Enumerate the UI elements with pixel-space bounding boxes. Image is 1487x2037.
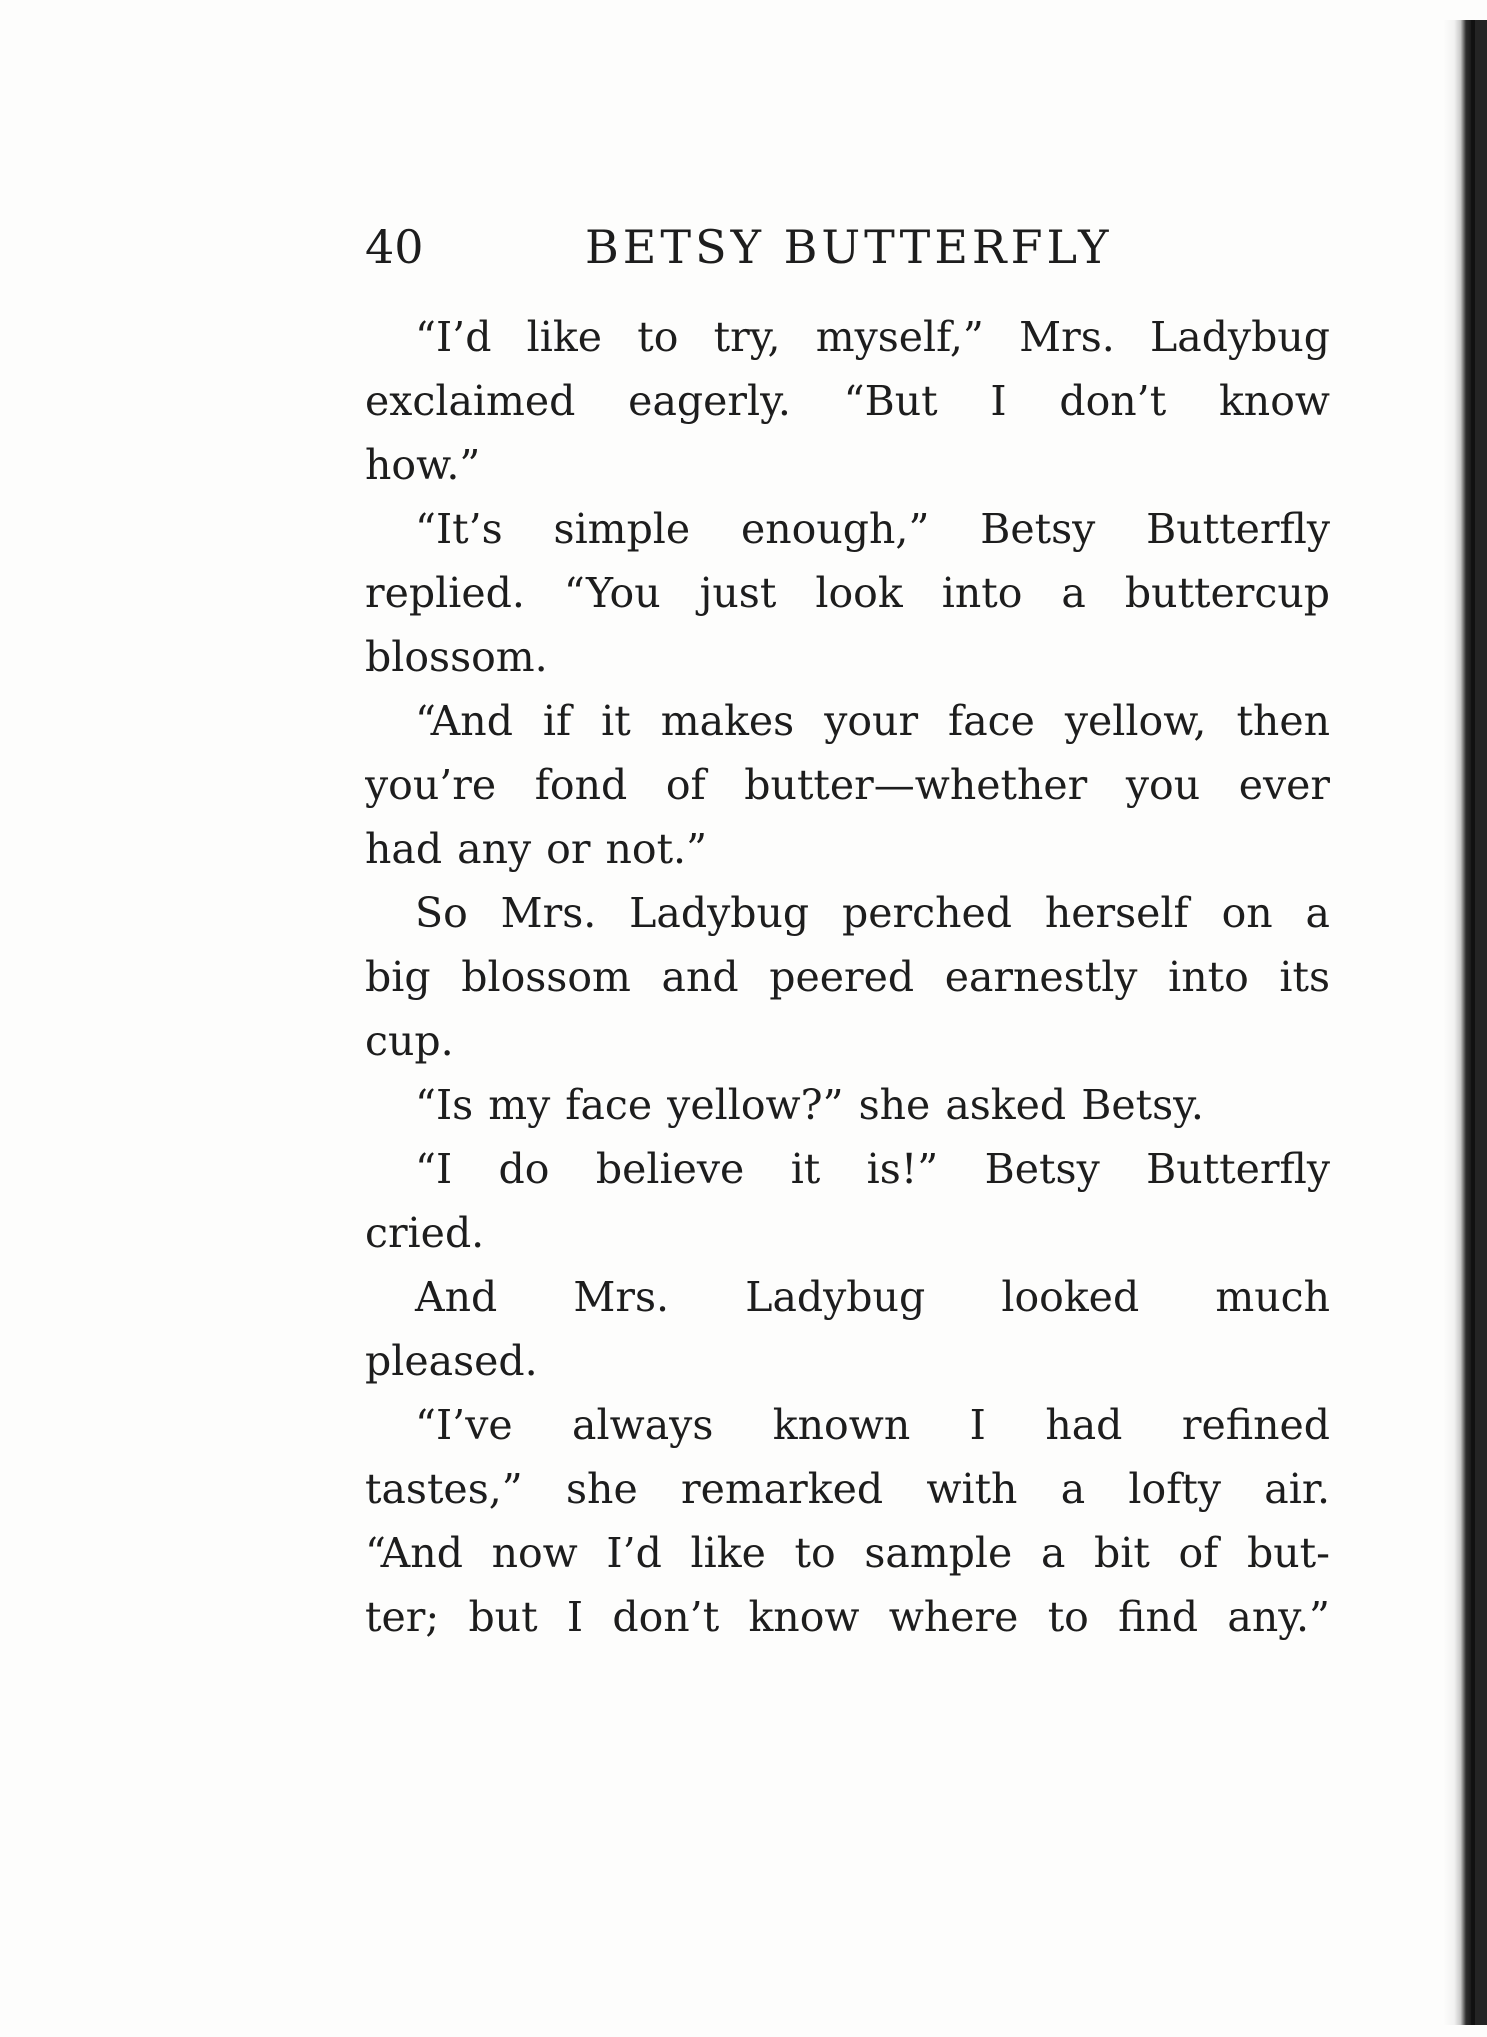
paragraph-line: how.”: [365, 441, 481, 489]
paragraph-line: “Is my face yellow?” she asked Betsy.: [415, 1081, 1204, 1129]
paragraph-1-end: [365, 433, 1330, 497]
paragraph-line: And Mrs. Ladybug looked much: [415, 1273, 1330, 1321]
paragraph-line: had any or not.”: [365, 825, 708, 873]
paragraph-line: “And if it makes your face yellow, then: [415, 697, 1330, 745]
paragraph-line: “It’s simple enough,” Betsy Butterfly: [415, 505, 1330, 553]
paragraph-2: [365, 497, 1330, 625]
paragraph-line: blossom.: [365, 633, 548, 681]
paragraph-7-end: [365, 1329, 1330, 1393]
paragraph-line: “I do believe it is!” Betsy Butterfly: [415, 1145, 1330, 1193]
running-title: BETSY BUTTERFLY: [585, 220, 1113, 274]
paragraph-line: big blossom and peered earnestly into its: [365, 953, 1330, 1001]
paragraph-line: So Mrs. Ladybug perched herself on a: [415, 889, 1330, 937]
paragraph-4-end: [365, 1009, 1330, 1073]
paragraph-line: ter; but I don’t know where to find any.”: [365, 1593, 1330, 1641]
paragraph-5: [365, 1073, 1330, 1137]
paragraph-line: exclaimed eagerly. “But I don’t know: [365, 377, 1330, 425]
paragraph-line: “I’ve always known I had refined: [415, 1401, 1330, 1449]
paragraph-3: [365, 689, 1330, 817]
paragraph-4: [365, 881, 1330, 1009]
page-edge-band: [1471, 20, 1487, 2025]
paragraph-7: [365, 1265, 1330, 1329]
paragraph-line: you’re fond of butter—whether you ever: [365, 761, 1330, 809]
page-header: [365, 218, 1235, 276]
paragraph-line: pleased.: [365, 1337, 538, 1385]
paragraph-line: cup.: [365, 1017, 454, 1065]
body-text: [365, 305, 1330, 1665]
paragraph-2-end: [365, 625, 1330, 689]
paragraph-line: replied. “You just look into a buttercup: [365, 569, 1330, 617]
page-number: 40: [365, 220, 424, 274]
paragraph-line: “I’d like to try, myself,” Mrs. Ladybug: [415, 313, 1330, 361]
paragraph-3-end: [365, 817, 1330, 881]
paragraph-6: [365, 1137, 1330, 1201]
paragraph-line: cried.: [365, 1209, 485, 1257]
paragraph-1: [365, 305, 1330, 433]
paragraph-line: tastes,” she remarked with a lofty air.: [365, 1465, 1330, 1513]
paragraph-6-end: [365, 1201, 1330, 1265]
paragraph-line: “And now I’d like to sample a bit of but-: [365, 1529, 1330, 1577]
paragraph-8: [365, 1393, 1330, 1649]
